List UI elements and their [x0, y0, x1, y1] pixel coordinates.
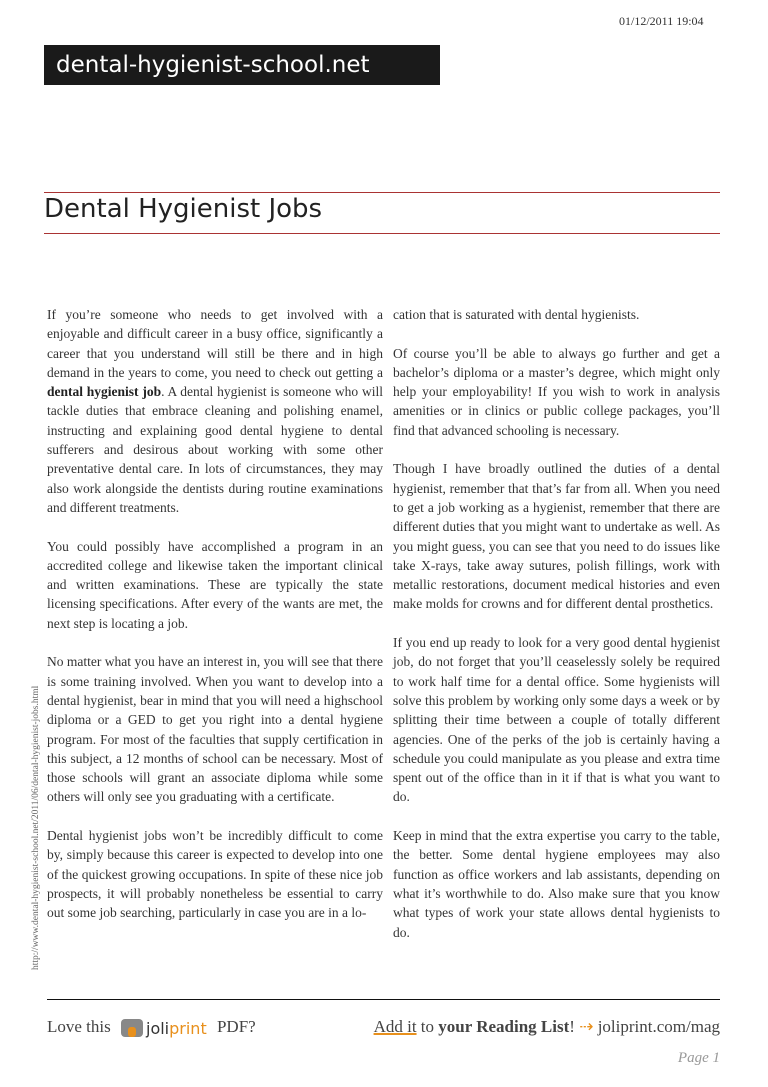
reading-list-cta — [374, 1017, 720, 1037]
paragraph — [47, 305, 383, 517]
love-text: Love this — [47, 1017, 111, 1036]
printer-icon — [121, 1019, 143, 1037]
print-date: 01/12/2011 19:04 — [619, 14, 704, 28]
site-name-banner: dental-hygienist-school.net — [44, 45, 440, 85]
page-number: Page 1 — [677, 1050, 720, 1066]
paragraph: No matter what you have an interest in, you will see that there is some training involved. When you want to develop into a dental hygienist, bear in mind that you will need a highschool diploma or a GED to get you right into a dental hygiene program. For most of the faculties that supply certification in this subject, a 12 months of school can be necessary. Most of those schools will grant an associate diploma while some others will only see you graduating with a certificate. — [47, 654, 383, 805]
paragraph: If you end up ready to look for a very good dental hygienist job, do not forget that you’ll ceaselessly solely be required to work half time for a dental office. Some hygienists will solve this problem by working only some days a week or by splitting their time between a couple of totally different agencies. One of the perks of the job is certainly having a schedule you could manipulate as you please and extra time spent out of the office than in it if that is what you want to do. — [393, 635, 720, 805]
joliprint-url-link[interactable]: joliprint.com/mag — [597, 1017, 720, 1036]
text: ! — [569, 1017, 575, 1036]
right-column — [393, 305, 720, 961]
joliprint-logo[interactable] — [121, 1019, 207, 1038]
left-column — [47, 305, 383, 942]
title-rule-bottom — [44, 233, 720, 234]
source-url: http://www.dental-hygienist-school.net/2011/06/dental-hygienist-jobs.html — [31, 685, 41, 970]
text: If you’re someone who needs to get involved with a enjoyable and difficult career in a busy office, significantly a career that you understand will still be there and in high demand in the years to come, you need to check out getting a — [47, 307, 383, 380]
logo-text-accent: print — [169, 1018, 207, 1038]
paragraph: You could possibly have accomplished a program in an accredited college and likewise taken the important clinical and written examinations. These are typically the state licensing specifications. After every of the wants are met, the next step is locating a job. — [47, 538, 383, 631]
logo-text: joli — [146, 1018, 170, 1038]
paragraph: Keep in mind that the extra expertise you carry to the table, the better. Some dental hygiene employees may also function as office workers and lab assistants, depending on what it’s worthwhile to do. Also make sure that you know what types of work your state allows dental hygienists to do. — [393, 828, 720, 940]
paragraph: cation that is saturated with dental hygienists. — [393, 307, 640, 322]
keyword: dental hygienist job — [47, 384, 162, 400]
arrow-icon: ⇢ — [579, 1017, 594, 1036]
love-joliprint — [47, 1017, 256, 1038]
add-it-link[interactable]: Add it — [373, 1017, 417, 1036]
reading-list-text: your Reading List — [438, 1017, 570, 1036]
paragraph: Dental hygienist jobs won’t be incredibly difficult to come by, simply because this career is expected to develop into one of the quickest growing occupations. In spite of these nice job prospects, it will probably nonetheless be essential to carry out some job searching, particularly in case you are in a lo- — [47, 828, 383, 921]
paragraph: Of course you’ll be able to always go further and get a bachelor’s diploma or a master’s degree, which might only help your employability! If you wish to work in analysis amenities or in clinics or public college packages, you’ll find that advanced schooling is necessary. — [393, 345, 720, 438]
pdf-text: PDF? — [216, 1017, 256, 1036]
paragraph: Though I have broadly outlined the duties of a dental hygienist, remember that that’s far from all. When you need to get a job working as a hygienist, remember that there are different duties that you might want to undertake as well. As you might guess, you can see that you need to do issues like take X-rays, take away sutures, polish fillings, work with metallic restorations, document medical histories and even make molds for crowns and for different dental prosthetics. — [393, 461, 720, 612]
footer-rule — [47, 999, 720, 1000]
text: to — [416, 1017, 439, 1036]
text: . A dental hygienist is someone who will tackle duties that embrace cleaning and polishing enamel, instructing and explaining good dental hygiene to dental sufferers and desirous about working with some other preventative dental care. In lots of circumstances, they may also work alongside the dentists during routine examinations and different treatments. — [47, 384, 383, 515]
page-title: Dental Hygienist Jobs — [44, 194, 323, 224]
title-rule-top — [44, 192, 720, 193]
